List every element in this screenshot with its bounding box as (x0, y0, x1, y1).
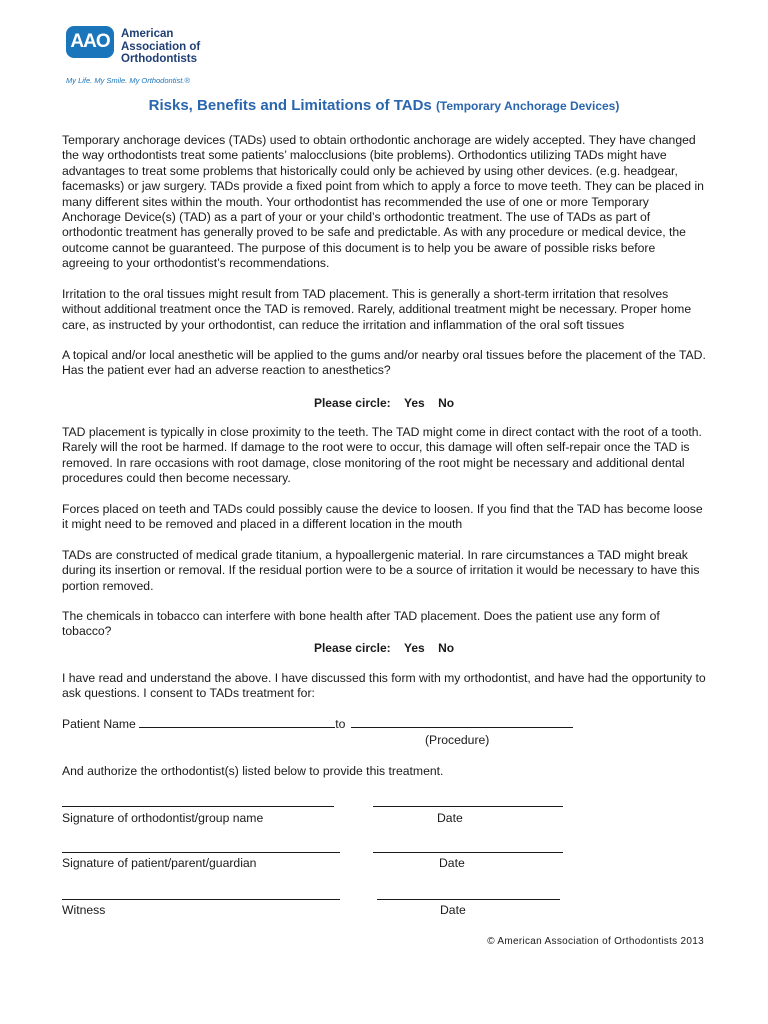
paragraph-irritation: Irritation to the oral tissues might result from TAD placement. This is generally a short-term irritation that resolves without additional treatment once the TAD is removed. Rarely, additional treatment might be necessary. Proper home care, as instructed by your orthodontist, can reduce the irritation and inflammation of the oral soft tissues (62, 287, 692, 332)
witness-signature-field[interactable] (62, 899, 340, 900)
copyright-footer: © American Association of Orthodontists 2013 (487, 936, 704, 947)
witness-date-field[interactable] (377, 899, 560, 900)
paragraph-root: TAD placement is typically in close proximity to the teeth. The TAD might come in direct contact with the root of a tooth. Rarely will the root be harmed. If damage to the root were to occur, this damage will often self-repair once the TAD is removed. In rare occasions with root damage, close monitoring of the root might be necessary and additional dental procedures could then become necessary. (62, 425, 702, 486)
circle-no-option[interactable]: No (438, 641, 455, 655)
paragraph-anesthetic: A topical and/or local anesthetic will be applied to the gums and/or nearby oral tissues before the placement of the TAD. Has the patient ever had an adverse reaction to anesthetics? (62, 348, 706, 378)
patient-date-field[interactable] (373, 852, 563, 853)
logo-name-line-3: Orthodontists (121, 53, 198, 65)
aao-logo-mark: AAO (66, 26, 114, 58)
orthodontist-signature-label: Signature of orthodontist/group name (62, 811, 264, 825)
paragraph-titanium: TADs are constructed of medical grade titanium, a hypoallergenic material. In rare circumstances a TAD might break during its insertion or removal. If the residual portion were to be a source of irritation it would be necessary to have this portion removed. (62, 548, 700, 593)
logo-name-line-1: American (121, 28, 174, 40)
circle-yes-option[interactable]: Yes (404, 641, 425, 655)
consent-line (62, 716, 573, 731)
aao-logo-name (121, 28, 211, 66)
title-sub: (Temporary Anchorage Devices) (435, 99, 620, 113)
patient-name-field[interactable] (139, 716, 335, 728)
paragraph-consent: I have read and understand the above. I have discussed this form with my orthodontist, and have had the opportunity to ask questions. I consent to TADs treatment for: (62, 671, 706, 701)
patient-date-label: Date (439, 856, 465, 870)
circle-anesthetic (0, 396, 768, 410)
paragraph-tobacco: The chemicals in tobacco can interfere with bone health after TAD placement. Does the patient use any form of tobacco? (62, 609, 660, 639)
logo-name-line-2: Association of (121, 40, 201, 53)
paragraph-authorize: And authorize the orthodontist(s) listed below to provide this treatment. (62, 764, 444, 778)
circle-label: Please circle: (313, 396, 391, 410)
orthodontist-date-label: Date (437, 811, 463, 825)
circle-no-option[interactable]: No (438, 396, 455, 410)
patient-name-label: Patient Name (62, 717, 136, 731)
orthodontist-signature-field[interactable] (62, 806, 334, 807)
procedure-field[interactable] (351, 716, 573, 728)
paragraph-intro: Temporary anchorage devices (TADs) used to obtain orthodontic anchorage are widely accepted. They have changed the way orthodontists treat some patients’ malocclusions (bite problems). Orthodontics utilizing TADs might have advantages to treat some problems that historically could only be achieved by using other devices. (e.g. headgear, facemasks) or jaw surgery. TADs provide a fixed point from which to apply a force to move teeth. They can be placed in many different sites within the mouth. Your orthodontist has recommended the use of one or more Temporary Anchorage Device(s) (TAD) as a part of your or your child’s orthodontic treatment. The use of TADs as part of orthodontic treatment has generally proved to be safe and predictable. As with any procedure or medical device, the outcome cannot be guaranteed. The purpose of this document is to help you be aware of possible risks before agreeing to your orthodontist’s recommendations. (62, 133, 704, 271)
circle-yes-option[interactable]: Yes (404, 396, 425, 410)
witness-date-label: Date (440, 903, 466, 917)
paragraph-loosen: Forces placed on teeth and TADs could possibly cause the device to loosen. If you find that the TAD has become loose it might need to be removed and placed in a different location in the mouth (62, 502, 703, 532)
circle-tobacco (0, 641, 768, 655)
logo-tagline: My Life. My Smile. My Orthodontist.® (66, 76, 190, 85)
circle-label: Please circle: (313, 641, 391, 655)
procedure-caption: (Procedure) (425, 733, 490, 747)
to-label: to (335, 717, 346, 731)
patient-signature-field[interactable] (62, 852, 340, 853)
patient-signature-label: Signature of patient/parent/guardian (62, 856, 257, 870)
title-main: Risks, Benefits and Limitations of TADs (148, 97, 432, 114)
aao-logo (66, 26, 206, 90)
document-title (0, 97, 768, 114)
witness-label: Witness (62, 903, 106, 917)
orthodontist-date-field[interactable] (373, 806, 563, 807)
